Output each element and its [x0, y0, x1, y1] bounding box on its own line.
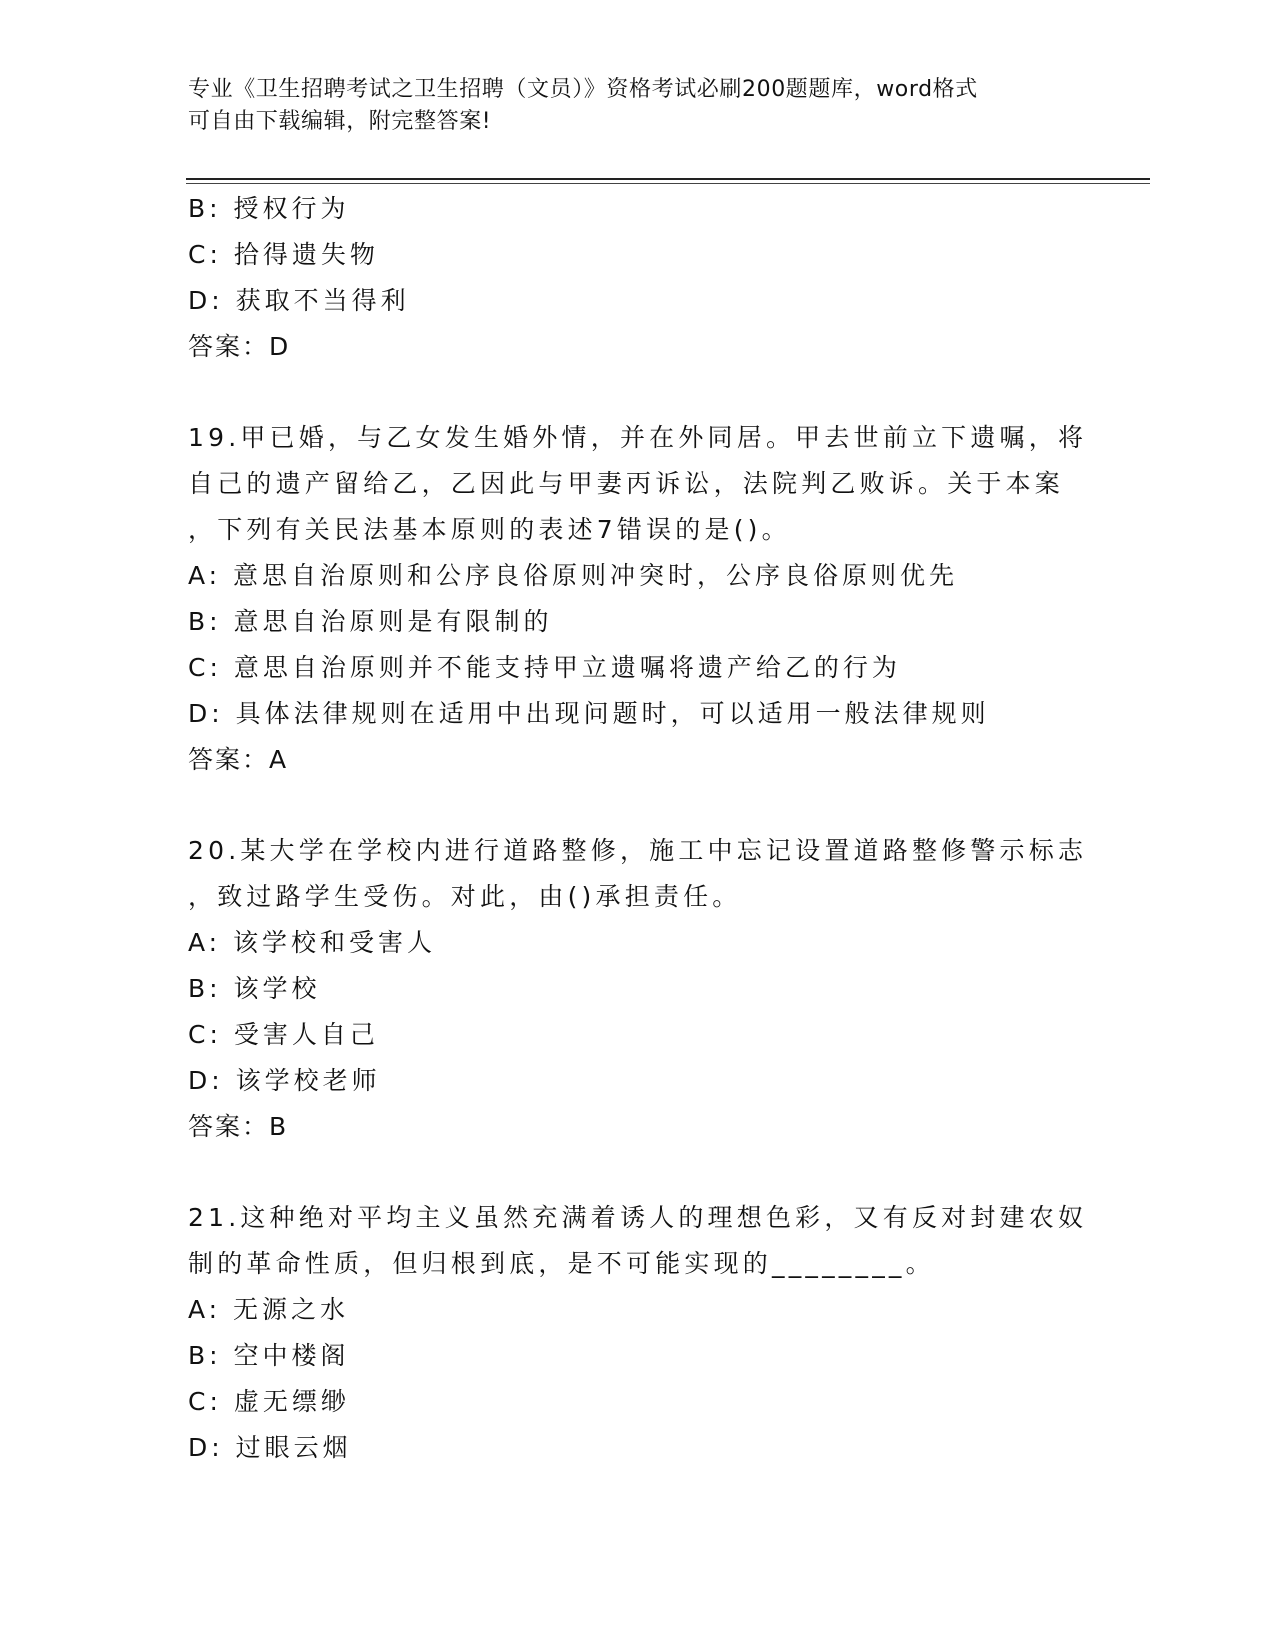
q19-stem-line-2: 自己的遗产留给乙，乙因此与甲妻丙诉讼，法院判乙败诉。关于本案	[188, 469, 1065, 498]
q19-option-d: D: 具体法律规则在适用中出现问题时，可以适用一般法律规则	[188, 699, 990, 728]
q21-option-c: C: 虚无缥缈	[188, 1387, 350, 1416]
question-content	[188, 186, 1088, 1471]
header-title-line-1: 专业《卫生招聘考试之卫生招聘（文员）》资格考试必刷200题题库，word格式	[188, 77, 978, 102]
document-header	[188, 74, 1068, 138]
q21-stem-line-2: 制的革命性质，但归根到底，是不可能实现的________。	[188, 1249, 935, 1278]
q21-option-a: A: 无源之水	[188, 1295, 350, 1324]
q19-option-a: A: 意思自治原则和公序良俗原则冲突时，公序良俗原则优先	[188, 561, 959, 590]
q19-answer: 答案：A	[188, 745, 289, 774]
spacer	[188, 370, 1088, 415]
q20-option-c: C: 受害人自己	[188, 1020, 379, 1049]
q20-option-d: D: 该学校老师	[188, 1066, 381, 1095]
header-title-line-2: 可自由下载编辑，附完整答案!	[188, 109, 492, 134]
q20-option-b: B: 该学校	[188, 974, 321, 1003]
q20-stem-line-1: 20.某大学在学校内进行道路整修，施工中忘记设置道路整修警示标志	[188, 836, 1088, 865]
q20-stem-line-2: ，致过路学生受伤。对此，由()承担责任。	[188, 882, 742, 911]
question-18	[188, 186, 1088, 370]
q20-answer: 答案：B	[188, 1112, 289, 1141]
question-20	[188, 828, 1088, 1150]
q19-stem-line-1: 19.甲已婚，与乙女发生婚外情，并在外同居。甲去世前立下遗嘱，将	[188, 423, 1088, 452]
q20-option-a: A: 该学校和受害人	[188, 928, 437, 957]
q18-option-d: D: 获取不当得利	[188, 286, 410, 315]
header-divider-thin	[186, 183, 1150, 184]
q21-option-b: B: 空中楼阁	[188, 1341, 350, 1370]
q19-stem-line-3: ，下列有关民法基本原则的表述7错误的是()。	[188, 515, 791, 544]
q21-option-d: D: 过眼云烟	[188, 1433, 352, 1462]
header-divider-thick	[186, 178, 1150, 180]
q18-answer: 答案：D	[188, 332, 291, 361]
question-21	[188, 1195, 1088, 1471]
q19-option-b: B: 意思自治原则是有限制的	[188, 607, 553, 636]
spacer	[188, 1150, 1088, 1195]
q18-option-c: C: 拾得遗失物	[188, 240, 379, 269]
q18-option-b: B: 授权行为	[188, 194, 350, 223]
q21-stem-line-1: 21.这种绝对平均主义虽然充满着诱人的理想色彩，又有反对封建农奴	[188, 1203, 1088, 1232]
spacer	[188, 783, 1088, 828]
question-19	[188, 415, 1088, 783]
q19-option-c: C: 意思自治原则并不能支持甲立遗嘱将遗产给乙的行为	[188, 653, 901, 682]
